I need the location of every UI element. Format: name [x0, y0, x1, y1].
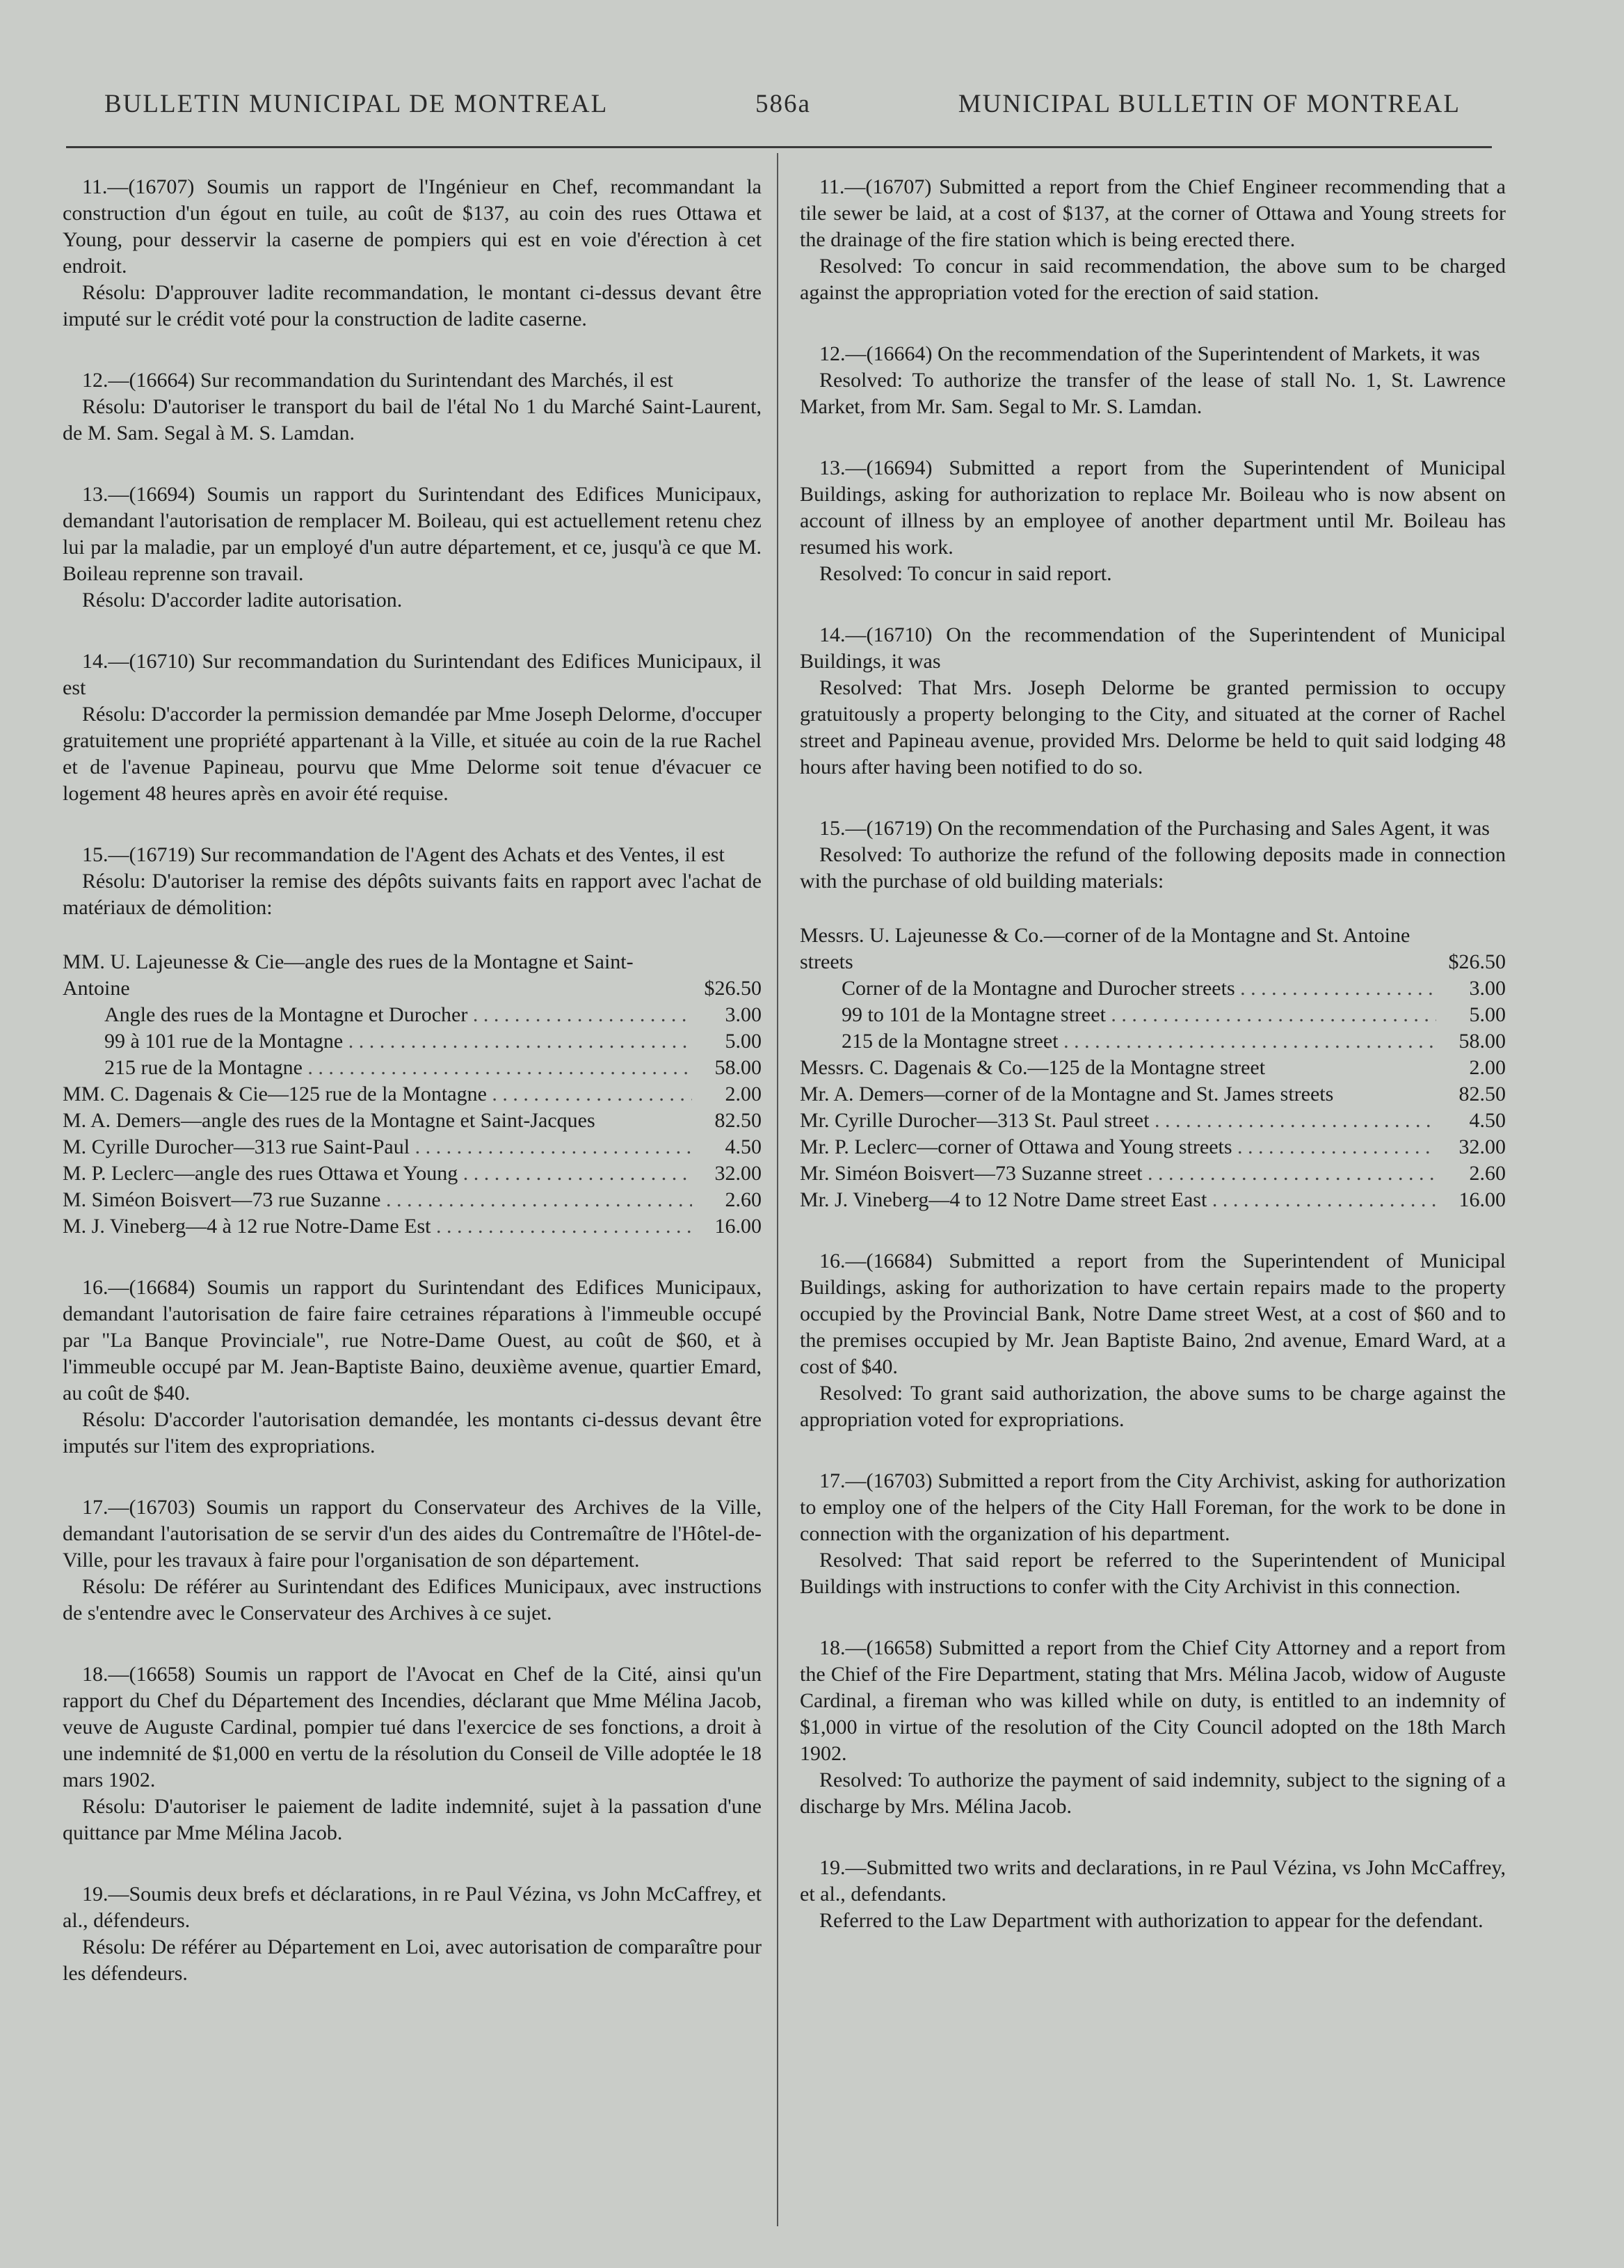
refund-name: 215 de la Montagne street . . . [800, 1028, 1436, 1055]
item-text: 19.—Submitted two writs and declarations, in re Paul Vézina, vs John McCaffrey, et al., defendants. [800, 1856, 1506, 1906]
refund-row [800, 1160, 1506, 1187]
item-text: 18.—(16658) Submitted a report from the Chief City Attorney and a report from the Chief of the Fire Department, stating that Mrs. Mélina Jacob, widow of Auguste Cardinal, a fireman who was killed while on duty, is entitled to an indemnity of $1,000 in virtue of the resolution of the City Council adopted on the 18th March 1902. [800, 1636, 1506, 1765]
item-resolution: Resolved: That said report be referred to the Superintendent of Municipal Buildings with instructions to confer with the City Archivist in this connection. [800, 1549, 1506, 1598]
refund-name: Mr. Cyrille Durocher—313 St. Paul street . . . [800, 1108, 1436, 1134]
refund-amount: 82.50 [1458, 1083, 1506, 1105]
minute-item [800, 815, 1506, 895]
refund-name: Messrs. C. Dagenais & Co.—125 de la Montagne street [800, 1056, 1266, 1079]
refund-amount: 32.00 [1458, 1135, 1506, 1158]
refund-amount: 58.00 [714, 1056, 762, 1079]
column-divider [777, 153, 778, 2226]
minute-item [63, 1881, 762, 1987]
refund-amount: 4.50 [1469, 1109, 1506, 1132]
refund-name: Angle des rues de la Montagne et Durocher . . . [63, 1002, 692, 1028]
refund-name: MM. C. Dagenais & Cie—125 rue de la Montagne . . . [63, 1081, 692, 1108]
minute-item [800, 622, 1506, 781]
refund-row [800, 923, 1506, 975]
minute-item [63, 174, 762, 333]
refund-name: Mr. Siméon Boisvert—73 Suzanne street . . . [800, 1160, 1436, 1187]
refund-row [800, 1002, 1506, 1028]
refund-name: MM. U. Lajeunesse & Cie—angle des rues de la Montagne et Saint-Antoine [63, 950, 634, 1000]
refund-row [800, 1187, 1506, 1213]
refund-amount: 5.00 [1469, 1003, 1506, 1026]
refund-row [63, 1160, 762, 1187]
item-text: 11.—(16707) Soumis un rapport de l'Ingénieur en Chef, recommandant la construction d'un égout en tuile, au coût de $137, au coin des rues Ottawa et Young, pour desservir la caserne de pompiers qui est en voie d'érection à cet endroit. [63, 175, 762, 278]
refund-row [63, 1081, 762, 1108]
header-english-title: MUNICIPAL BULLETIN OF MONTREAL [958, 90, 1461, 118]
refund-row [63, 1055, 762, 1081]
header-french-title: BULLETIN MUNICIPAL DE MONTREAL [104, 90, 609, 118]
refund-name: 99 to 101 de la Montagne street . . . [800, 1002, 1436, 1028]
item-text: 17.—(16703) Soumis un rapport du Conservateur des Archives de la Ville, demandant l'autorisation de se servir d'un des aides du Contremaître de l'Hôtel-de-Ville, pour les travaux à faire pour l'organisation de son département. [63, 1496, 762, 1572]
item-resolution: Résolu: De référer au Surintendant des Edifices Municipaux, avec instructions de s'entendre avec le Conservateur des Archives à ce sujet. [63, 1575, 762, 1624]
minute-item [63, 648, 762, 807]
refund-row [63, 1028, 762, 1055]
item-text: 17.—(16703) Submitted a report from the City Archivist, asking for authorization to employ one of the helpers of the City Hall Foreman, for the work to be done in connection with the organization of his department. [800, 1469, 1506, 1545]
refund-row [800, 1081, 1506, 1108]
item-resolution: Résolu: D'autoriser le paiement de ladite indemnité, sujet à la passation d'une quittance par Mme Mélina Jacob. [63, 1795, 762, 1844]
refund-amount: 16.00 [714, 1215, 762, 1238]
refund-list [800, 923, 1506, 1213]
english-column [800, 174, 1506, 1969]
french-column [63, 174, 762, 2022]
item-text: 14.—(16710) On the recommendation of the Superintendent of Municipal Buildings, it was [800, 623, 1506, 673]
refund-amount: 58.00 [1458, 1030, 1506, 1053]
minute-item [63, 367, 762, 447]
item-resolution: Résolu: D'autoriser la remise des dépôts suivants faits en rapport avec l'achat de matériaux de démolition: [63, 870, 762, 919]
page-number: 586a [755, 90, 811, 118]
refund-amount: 3.00 [725, 1003, 762, 1026]
refund-amount: 5.00 [725, 1030, 762, 1053]
minute-item [800, 455, 1506, 587]
refund-name: M. A. Demers—angle des rues de la Montagne et Saint-Jacques [63, 1109, 595, 1132]
refund-row [800, 1108, 1506, 1134]
item-text: 19.—Soumis deux brefs et déclarations, in re Paul Vézina, vs John McCaffrey, et al., défendeurs. [63, 1883, 762, 1932]
refund-row [63, 1213, 762, 1240]
item-text: 15.—(16719) On the recommendation of the Purchasing and Sales Agent, it was [819, 817, 1490, 840]
refund-amount: 2.00 [725, 1083, 762, 1105]
refund-name: Mr. P. Leclerc—corner of Ottawa and Young streets . . . [800, 1134, 1436, 1160]
item-resolution: Resolved: To authorize the payment of said indemnity, subject to the signing of a discharge by Mrs. Mélina Jacob. [800, 1768, 1506, 1818]
minute-item [63, 842, 762, 921]
item-resolution: Resolved: To grant said authorization, the above sums to be charge against the appropriation voted for expropriations. [800, 1382, 1506, 1431]
item-text: 12.—(16664) Sur recommandation du Surintendant des Marchés, il est [82, 369, 673, 392]
refund-amount: 2.60 [725, 1188, 762, 1211]
refund-name: Messrs. U. Lajeunesse & Co.—corner of de la Montagne and St. Antoine streets [800, 924, 1410, 973]
refund-row [63, 1187, 762, 1213]
item-resolution: Resolved: To concur in said recommendation, the above sum to be charged against the appropriation voted for the erection of said station. [800, 255, 1506, 304]
page-header [104, 89, 1461, 124]
item-text: 12.—(16664) On the recommendation of the Superintendent of Markets, it was [819, 342, 1480, 365]
minute-item [800, 1468, 1506, 1600]
item-resolution: Résolu: D'approuver ladite recommandation, le montant ci-dessus devant être imputé sur le crédit voté pour la construction de ladite caserne. [63, 281, 762, 330]
refund-name: Mr. J. Vineberg—4 to 12 Notre Dame street East . . . [800, 1187, 1436, 1213]
header-rule [66, 146, 1492, 148]
refund-name: M. P. Leclerc—angle des rues Ottawa et Young . . . [63, 1160, 692, 1187]
item-text: 15.—(16719) Sur recommandation de l'Agent des Achats et des Ventes, il est [82, 843, 725, 866]
refund-row [63, 1108, 762, 1134]
refund-row [63, 1134, 762, 1160]
refund-row [800, 1055, 1506, 1081]
refund-amount: $26.50 [704, 977, 762, 1000]
refund-amount: 3.00 [1469, 977, 1506, 1000]
refund-row [63, 949, 762, 1002]
minute-item [63, 1661, 762, 1846]
refund-row [800, 975, 1506, 1002]
refund-amount: 16.00 [1458, 1188, 1506, 1211]
minute-item [800, 1635, 1506, 1820]
refund-name: 215 rue de la Montagne . . . [63, 1055, 692, 1081]
refund-list [63, 949, 762, 1240]
refund-amount: 4.50 [725, 1135, 762, 1158]
refund-amount: 32.00 [714, 1162, 762, 1185]
refund-amount: 2.60 [1469, 1162, 1506, 1185]
refund-name: Corner of de la Montagne and Durocher streets . . . [800, 975, 1436, 1002]
refund-amount: $26.50 [1448, 950, 1506, 973]
item-resolution: Résolu: D'accorder la permission demandée par Mme Joseph Delorme, d'occuper gratuitement une propriété appartenant à la Ville, et située au coin de la rue Rachel et de l'avenue Papineau, pourvu que Mme Delorme soit tenue d'évacuer ce logement 48 heures après en avoir été requise. [63, 703, 762, 805]
refund-name: M. J. Vineberg—4 à 12 rue Notre-Dame Est . . . [63, 1213, 692, 1240]
item-resolution: Resolved: To concur in said report. [819, 562, 1112, 585]
minute-item [63, 1494, 762, 1627]
item-text: 13.—(16694) Soumis un rapport du Surintendant des Edifices Municipaux, demandant l'autorisation de remplacer M. Boileau, qui est actuellement retenu chez lui par la maladie, par un employé d'un autre département, et ce, jusqu'à ce que M. Boileau reprenne son travail. [63, 483, 762, 585]
item-resolution: Resolved: To authorize the transfer of the lease of stall No. 1, St. Lawrence Market, from Mr. Sam. Segal to Mr. S. Lamdan. [800, 369, 1506, 418]
item-resolution: Résolu: De référer au Département en Loi, avec autorisation de comparaître pour les défendeurs. [63, 1935, 762, 1985]
item-text: 11.—(16707) Submitted a report from the Chief Engineer recommending that a tile sewer be laid, at a cost of $137, at the corner of Ottawa and Young streets for the drainage of the fire station which is being erected there. [800, 175, 1506, 251]
minute-item [800, 174, 1506, 306]
refund-row [800, 1134, 1506, 1160]
refund-name: M. Cyrille Durocher—313 rue Saint-Paul . . . [63, 1134, 692, 1160]
item-resolution: Resolved: That Mrs. Joseph Delorme be granted permission to occupy gratuitously a property belonging to the City, and situated at the corner of Rachel street and Papineau avenue, provided Mrs. Delorme be held to quit said lodging 48 hours after having been notified to do so. [800, 676, 1506, 778]
item-text: 13.—(16694) Submitted a report from the Superintendent of Municipal Buildings, asking for authorization to replace Mr. Boileau who is now absent on account of illness by an employee of another department until Mr. Boileau has resumed his work. [800, 456, 1506, 559]
item-resolution: Referred to the Law Department with authorization to appear for the defendant. [819, 1909, 1484, 1932]
refund-name: Mr. A. Demers—corner of de la Montagne and St. James streets [800, 1083, 1334, 1105]
minute-item [800, 1855, 1506, 1934]
item-text: 16.—(16684) Soumis un rapport du Surintendant des Edifices Municipaux, demandant l'autorisation de faire faire cetraines réparations à l'immeuble occupé par "La Banque Provinciale", rue Notre-Dame Ouest, au coût de $60, et à l'immeuble occupé par M. Jean-Baptiste Baino, deuxième avenue, quartier Emard, au coût de $40. [63, 1276, 762, 1405]
minute-item [63, 1275, 762, 1460]
item-text: 14.—(16710) Sur recommandation du Surintendant des Edifices Municipaux, il est [63, 650, 762, 699]
minute-item [63, 481, 762, 614]
item-resolution: Resolved: To authorize the refund of the following deposits made in connection with the purchase of old building materials: [800, 843, 1506, 893]
refund-name: 99 à 101 rue de la Montagne . . . [63, 1028, 692, 1055]
item-text: 16.—(16684) Submitted a report from the Superintendent of Municipal Buildings, asking for authorization to have certain repairs made to the property occupied by the Provincial Bank, Notre Dame street West, at a cost of $60 and to the premises occupied by Mr. Jean Baptiste Baino, 2nd avenue, Emard Ward, at a cost of $40. [800, 1249, 1506, 1378]
item-text: 18.—(16658) Soumis un rapport de l'Avocat en Chef de la Cité, ainsi qu'un rapport du Chef du Département des Incendies, déclarant que Mme Mélina Jacob, veuve de Auguste Cardinal, pompier tué dans l'exercice de ses fonctions, a droit à une indemnité de $1,000 en vertu de la résolution du Conseil de Ville adoptée le 18 mars 1902. [63, 1663, 762, 1791]
refund-name: M. Siméon Boisvert—73 rue Suzanne . . . [63, 1187, 692, 1213]
minute-item [800, 341, 1506, 420]
minute-item [800, 1248, 1506, 1433]
refund-amount: 2.00 [1469, 1056, 1506, 1079]
item-resolution: Résolu: D'accorder ladite autorisation. [82, 589, 403, 612]
refund-row [63, 1002, 762, 1028]
item-resolution: Résolu: D'accorder l'autorisation demandée, les montants ci-dessus devant être imputés sur l'item des expropriations. [63, 1408, 762, 1458]
refund-amount: 82.50 [714, 1109, 762, 1132]
item-resolution: Résolu: D'autoriser le transport du bail de l'étal No 1 du Marché Saint-Laurent, de M. Sam. Segal à M. S. Lamdan. [63, 395, 762, 445]
refund-row [800, 1028, 1506, 1055]
